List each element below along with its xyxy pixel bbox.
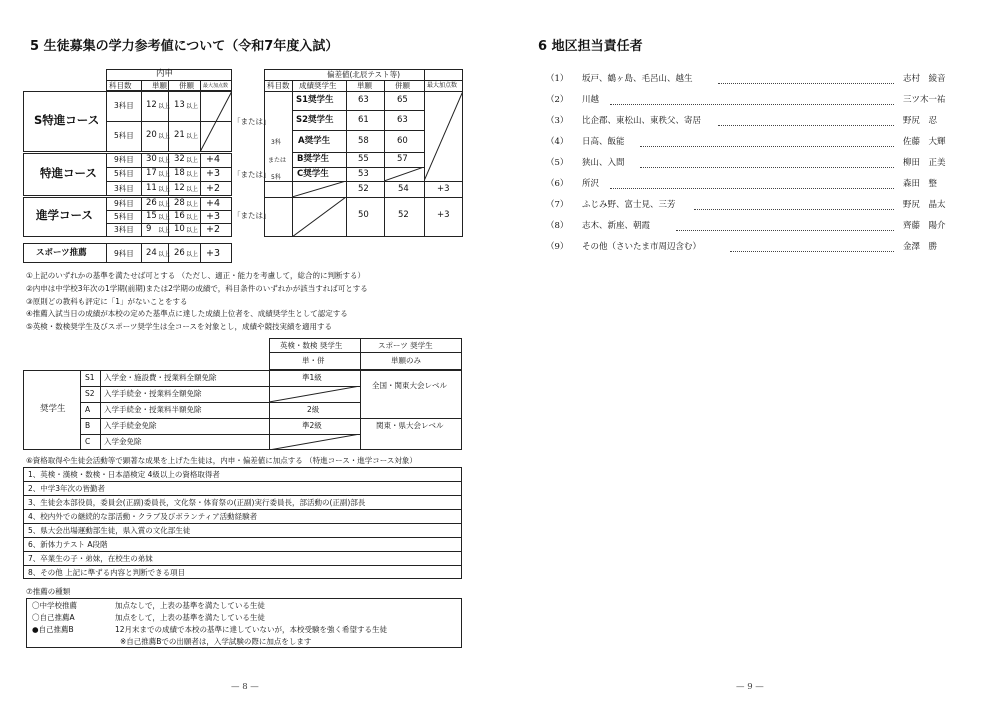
st-h-eiken: 英検・数検 奨学生 (280, 341, 343, 350)
note-2: ②内申は中学校3年次の1学期(前期)または2学期の成績で，科目条件のいずれかが該当すれば可とする (26, 284, 368, 293)
district-4-no: （4） (546, 137, 569, 147)
kamoku-3ka: 3科 (271, 139, 281, 146)
note-7: ⑦推薦の種類 (26, 587, 71, 596)
s-row2-kamoku: 5科目 (114, 131, 134, 140)
diagonal-line (269, 386, 360, 402)
rec-1-desc: 加点なしで，上表の基準を満たしている生徒 (115, 601, 265, 610)
ijo-label: 以上 (186, 227, 199, 234)
criteria-item-1: 1、英検・漢検・数検・日本語検定 4級以上の資格取得者 (28, 470, 220, 479)
col-max2: 最大加点数 (427, 82, 458, 89)
criteria-item-3: 3、生徒会本部役員，委員会(正副)委員長，文化祭・体育祭の(正副)実行委員長，部活動の(正副)部長 (28, 498, 366, 507)
s-row2-heigan: 21 (174, 130, 185, 140)
district-3-name: 野尻 忍 (903, 116, 938, 126)
ijo-label: 以上 (158, 103, 171, 110)
st-sports-2: 関東・県大会レベル (376, 421, 444, 430)
ijo-label: 以上 (158, 251, 171, 258)
or-label-toku: 「または」 (233, 170, 271, 179)
district-9-area: その他（さいたま市周辺含む） (582, 242, 702, 252)
diagonal-line (292, 181, 346, 197)
scholar-s1-tangan: 63 (358, 95, 369, 105)
st-h-tanhei: 単・併 (302, 356, 325, 365)
toku-row3-kamoku: 3科目 (114, 184, 134, 193)
criteria-item-8: 8、その他 上記に準ずる内容と判断できる項目 (28, 568, 186, 577)
district-1-name: 志村 綾音 (903, 74, 946, 84)
sports-tangan: 24 (146, 248, 157, 258)
note-4: ④推薦入試当日の成績が本校の定めた基準点に達した成績上位者を、成績奨学生として認定する (26, 309, 348, 318)
criteria-item-6: 6、新体力テスト A段階 (28, 540, 108, 549)
st-row5-desc: 入学金免除 (104, 437, 142, 446)
st-row1-eiken: 準1級 (302, 373, 322, 382)
district-9-no: （9） (546, 242, 569, 252)
page-number-left: — 8 — (231, 682, 259, 692)
st-sports-1: 全国・関東大会レベル (372, 381, 447, 390)
rec-1-name: 〇中学校推薦 (32, 601, 77, 610)
shin-row2-heigan: 16 (174, 211, 185, 221)
naishin-header: 内申 (156, 69, 174, 79)
district-5-area: 狭山、入間 (582, 158, 625, 168)
shin-row1-kamoku: 9科目 (114, 199, 134, 208)
ijo-label: 以上 (186, 186, 199, 193)
scholar-b-tangan: 55 (358, 154, 369, 164)
ijo-label: 以上 (186, 157, 199, 164)
rec-2-desc: 加点をして，上表の基準を満たしている生徒 (115, 613, 265, 622)
district-5-name: 柳田 正美 (903, 158, 946, 168)
col-heigan2: 併願 (395, 81, 410, 90)
st-row3-eiken: 2級 (307, 405, 320, 414)
shin-row2-tangan: 15 (146, 211, 157, 221)
s-row1-heigan: 13 (174, 100, 185, 110)
scholar-s1: S1奨学生 (296, 95, 334, 105)
col-max: 最大加点数 (203, 83, 229, 89)
scholar-b-heigan: 57 (397, 154, 408, 164)
scholar-a: A奨学生 (298, 136, 331, 146)
ijo-label: 以上 (158, 186, 171, 193)
note-1: ①上記のいずれかの基準を満たせば可とする （ただし、適正・能力を考慮して，総合的に判断する） (26, 271, 365, 280)
note-3: ③原則どの教科も評定に「1」がないことをする (26, 297, 188, 306)
sports-heigan: 26 (174, 248, 185, 258)
col-tangan: 単願 (152, 81, 167, 90)
shin-row1-plus: +4 (206, 198, 221, 209)
district-1-area: 坂戸、鶴ヶ島、毛呂山、越生 (582, 74, 693, 84)
course-toku-name: 特進コース (40, 166, 97, 180)
rec-3-name: ●自己推薦B (32, 625, 74, 634)
shin-dev-heigan: 52 (398, 210, 409, 220)
diagonal-line (384, 167, 424, 181)
ijo-label: 以上 (158, 227, 171, 234)
scholar-s2: S2奨学生 (296, 115, 334, 125)
shin-row1-heigan: 28 (174, 198, 185, 208)
kamoku-mataha: または (268, 157, 287, 164)
district-3-area: 比企郡、東松山、東秩父、寄居 (582, 116, 702, 126)
district-6-area: 所沢 (582, 179, 600, 189)
district-7-no: （7） (546, 200, 569, 210)
ijo-label: 以上 (186, 103, 199, 110)
st-row4-code: B (85, 421, 91, 430)
toku-row2-tangan: 17 (146, 168, 157, 178)
col-tangan2: 単願 (357, 81, 372, 90)
scholar-s2-heigan: 63 (397, 115, 408, 125)
col-heigan: 併願 (179, 81, 194, 90)
district-6-no: （6） (546, 179, 569, 189)
scholar-a-heigan: 60 (397, 136, 408, 146)
ijo-label: 以上 (186, 251, 199, 258)
shin-row3-heigan: 10 (174, 224, 185, 234)
col-kamoku2: 科目数 (267, 81, 290, 90)
st-row5-code: C (85, 437, 91, 446)
toku-row2-heigan: 18 (174, 168, 185, 178)
or-label-s: 「または」 (233, 117, 271, 126)
toku-row3-plus: +2 (206, 183, 221, 194)
district-4-area: 日高、飯能 (582, 137, 625, 147)
ijo-label: 以上 (158, 157, 171, 164)
col-scholar: 成績奨学生 (299, 81, 337, 90)
col-kamoku: 科目数 (109, 81, 132, 90)
rec-3-desc: 12月末までの成績で本校の基準に達していないが，本校受験を強く希望する生徒 (115, 625, 388, 634)
district-3-no: （3） (546, 116, 569, 126)
toku-row3-heigan: 12 (174, 183, 185, 193)
sports-plus: +3 (206, 248, 221, 259)
ijo-label: 以上 (158, 133, 171, 140)
st-row4-eiken: 準2級 (302, 421, 322, 430)
shin-row3-kamoku: 3科目 (114, 225, 134, 234)
diagonal-line (269, 434, 360, 450)
toku-row2-kamoku: 5科目 (114, 169, 134, 178)
st-row2-code: S2 (85, 389, 95, 398)
st-row1-code: S1 (85, 373, 95, 382)
rec-note: ※自己推薦Bでの出願者は，入学試験の際に加点をします (120, 637, 312, 646)
st-row4-desc: 入学手続金免除 (104, 421, 157, 430)
criteria-item-2: 2、中学3年次の皆勤者 (28, 484, 106, 493)
diagonal-line (424, 91, 463, 181)
page-number-right: — 9 — (736, 682, 764, 692)
district-7-name: 野尻 晶太 (903, 200, 946, 210)
toku-row1-plus: +4 (206, 154, 221, 165)
shin-row2-kamoku: 5科目 (114, 212, 134, 221)
shin-dev-plus: +3 (437, 210, 450, 220)
criteria-item-4: 4、校内外での継続的な部活動・クラブ及びボランティア活動経験者 (28, 512, 258, 521)
ijo-label: 以上 (186, 133, 199, 140)
note-5: ⑤英検・数検奨学生及びスポーツ奨学生は全コースを対象とし，成績や競技実績を適用する (26, 322, 333, 331)
toku-dev-plus: +3 (437, 184, 450, 194)
scholar-s1-heigan: 65 (397, 95, 408, 105)
district-8-name: 齊藤 陽介 (903, 221, 946, 231)
ijo-label: 以上 (186, 214, 199, 221)
ijo-label: 以上 (158, 171, 171, 178)
sports-kamoku: 9科目 (114, 249, 134, 258)
st-h-tanonly: 単願のみ (391, 356, 421, 365)
criteria-item-7: 7、卒業生の子・弟妹，在校生の弟妹 (28, 554, 153, 563)
scholar-c-tangan: 53 (358, 169, 369, 179)
st-row3-desc: 入学手続金・授業料半額免除 (104, 405, 202, 414)
shin-dev-tangan: 50 (358, 210, 369, 220)
course-shin-name: 進学コース (36, 208, 93, 222)
district-9-name: 金澤 勝 (903, 242, 938, 252)
criteria-item-5: 5、県大会出場運動部生徒，県入賞の文化部生徒 (28, 526, 191, 535)
st-row1-desc: 入学金・施設費・授業料全額免除 (104, 373, 217, 382)
toku-row1-kamoku: 9科目 (114, 155, 134, 164)
ijo-label: 以上 (158, 201, 171, 208)
district-6-name: 森田 整 (903, 179, 938, 189)
scholar-c: C奨学生 (297, 169, 329, 179)
district-2-no: （2） (546, 95, 569, 105)
kamoku-5ka: 5科 (271, 174, 281, 181)
toku-dev-heigan: 54 (398, 184, 409, 194)
diagonal-line (200, 91, 232, 152)
diagonal-line (292, 197, 346, 237)
scholar-s2-tangan: 61 (358, 115, 369, 125)
st-row3-code: A (85, 405, 91, 414)
district-5-no: （5） (546, 158, 569, 168)
s-row1-tangan: 12 (146, 100, 157, 110)
shin-row1-tangan: 26 (146, 198, 157, 208)
district-7-area: ふじみ野、富士見、三芳 (582, 200, 676, 210)
district-2-area: 川越 (582, 95, 600, 105)
ijo-label: 以上 (158, 214, 171, 221)
district-4-name: 佐藤 大輝 (903, 137, 946, 147)
district-8-no: （8） (546, 221, 569, 231)
course-s-name: S特進コース (34, 113, 100, 127)
district-2-name: 三ツ木一祐 (903, 95, 946, 105)
or-label-shin: 「または」 (233, 211, 271, 220)
ijo-label: 以上 (186, 201, 199, 208)
rec-2-name: 〇自己推薦A (32, 613, 75, 622)
toku-row3-tangan: 11 (146, 183, 157, 193)
toku-dev-tangan: 52 (358, 184, 369, 194)
toku-row1-tangan: 30 (146, 154, 157, 164)
section-6-title: 6 地区担当責任者 (538, 39, 643, 54)
shin-row2-plus: +3 (206, 211, 221, 222)
toku-row1-heigan: 32 (174, 154, 185, 164)
section-5-title: 5 生徒募集の学力参考値について（令和7年度入試） (30, 39, 339, 54)
shin-row3-plus: +2 (206, 224, 221, 235)
note-6: ⑥資格取得や生徒会活動等で顕著な成果を上げた生徒は，内申・偏差値に加点する （特進コース・進学コース対象） (26, 456, 417, 465)
toku-row2-plus: +3 (206, 168, 221, 179)
district-8-area: 志木、新座、朝霞 (582, 221, 651, 231)
s-row2-tangan: 20 (146, 130, 157, 140)
district-1-no: （1） (546, 74, 569, 84)
s-row1-kamoku: 3科目 (114, 101, 134, 110)
scholar-a-tangan: 58 (358, 136, 369, 146)
ijo-label: 以上 (186, 171, 199, 178)
sports-name: スポーツ推薦 (36, 248, 87, 258)
hensachi-header: 偏差値(北辰テスト等) (327, 70, 401, 79)
st-label: 奨学生 (40, 404, 66, 414)
st-row2-desc: 入学手続金・授業料全額免除 (104, 389, 202, 398)
scholar-b: B奨学生 (297, 154, 329, 164)
shin-row3-tangan: 9 (146, 224, 152, 234)
st-h-sports: スポーツ 奨学生 (378, 341, 433, 350)
